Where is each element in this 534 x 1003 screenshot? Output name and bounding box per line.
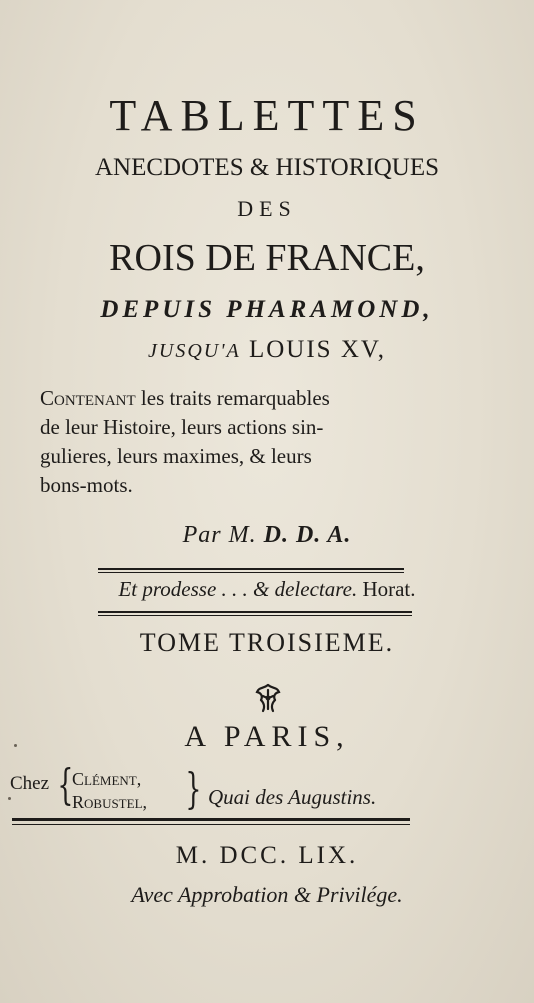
imprint-chez: Chez — [10, 773, 50, 794]
publisher-clement: Clément, — [72, 769, 142, 789]
title-des: DES — [237, 196, 297, 221]
description-line-1 — [40, 384, 510, 413]
rule-top-double-2 — [98, 572, 404, 573]
title-jusqua-louis — [0, 336, 534, 364]
epigraph — [0, 577, 534, 602]
book-title: TABLETTES — [109, 91, 425, 140]
description-line-2: de leur Histoire, leurs actions sin- — [40, 415, 324, 439]
jusqua-lead: JUSQU'A — [148, 340, 241, 362]
title-rois-de-france: ROIS DE FRANCE, — [109, 237, 425, 279]
rule-imprint-2 — [12, 824, 410, 825]
title-depuis-pharamond: DEPUIS PHARAMOND, — [100, 296, 434, 323]
publishers-block — [72, 768, 147, 814]
left-brace-icon: { — [57, 760, 74, 809]
right-brace-icon: } — [185, 764, 202, 813]
jusqua-rest: LOUIS XV, — [248, 336, 386, 363]
description-line-3: gulieres, leurs maximes, & leurs — [40, 444, 312, 468]
publisher-robustel: Robustel, — [72, 792, 148, 812]
paper-speck — [8, 797, 11, 800]
description-line-1-rest: les traits remarquables — [140, 386, 330, 410]
epigraph-source: Horat. — [362, 577, 416, 601]
volume-label: TOME TROISIEME. — [139, 628, 395, 657]
author-par: Par M. — [182, 522, 257, 548]
book-subtitle: ANECDOTES & HISTORIQUES — [95, 154, 439, 181]
description-paragraph — [40, 384, 510, 500]
epigraph-text: Et prodesse . . . & delectare. — [118, 577, 358, 601]
imprint-place: A PARIS, — [184, 720, 350, 753]
rule-top-double-1 — [98, 568, 404, 570]
imprint-privilege: Avec Approbation & Privilége. — [131, 882, 403, 907]
rule-bottom-double-2 — [98, 615, 412, 616]
rule-imprint-1 — [12, 818, 410, 821]
description-line-4: bons-mots. — [40, 473, 133, 497]
rule-bottom-double-1 — [98, 611, 412, 613]
author-line — [0, 522, 534, 549]
author-initials: D. D. A. — [263, 522, 352, 548]
description-lead: Contenant — [40, 386, 136, 410]
imprint-address: Quai des Augustins. — [208, 785, 377, 809]
printers-ornament-icon — [251, 681, 285, 715]
paper-speck — [14, 744, 17, 747]
imprint-date: M. DCC. LIX. — [175, 842, 359, 869]
